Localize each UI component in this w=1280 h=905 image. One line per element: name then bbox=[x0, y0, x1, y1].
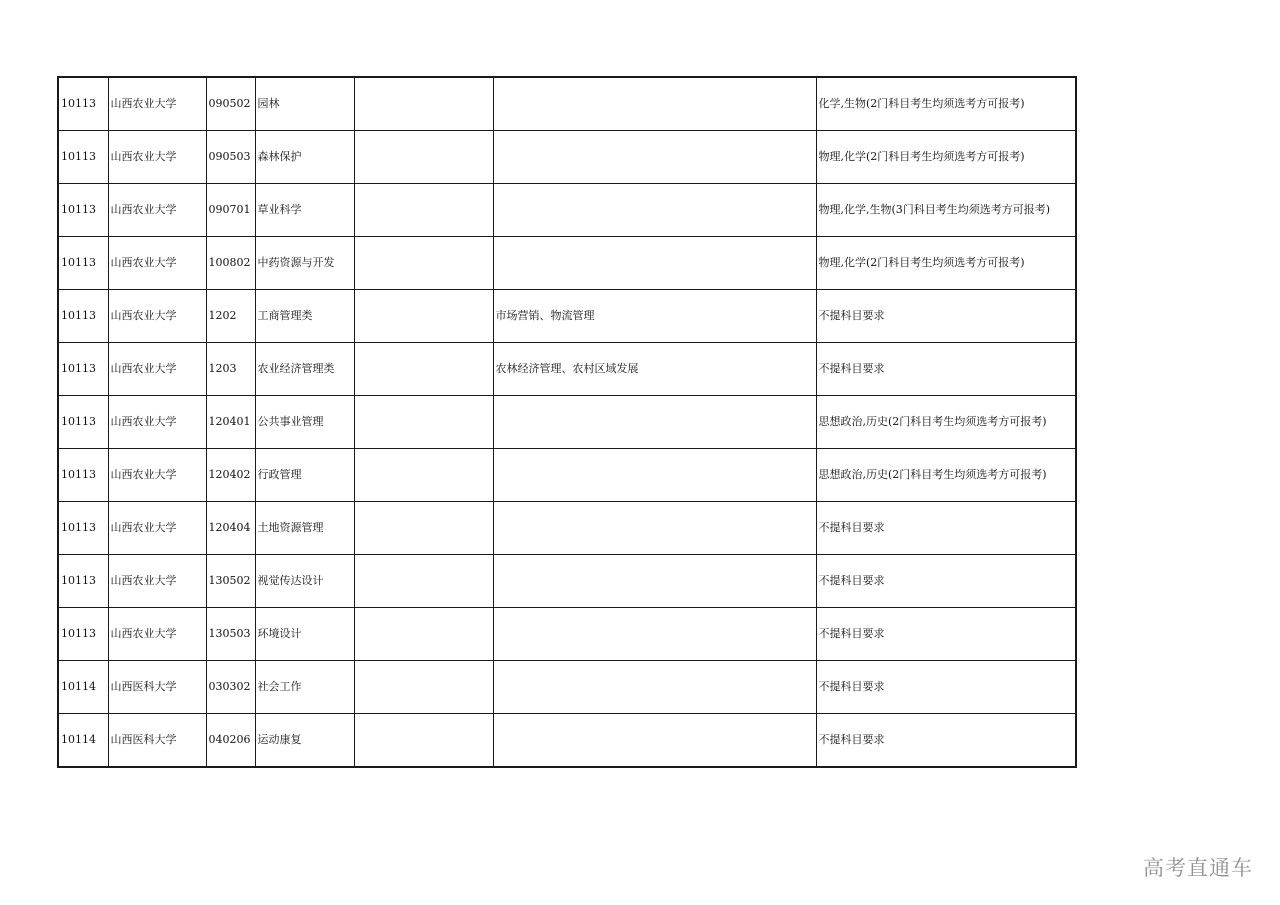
school-code-cell: 10113 bbox=[58, 343, 108, 396]
major-name-cell: 工商管理类 bbox=[255, 290, 354, 343]
school-name-cell: 山西农业大学 bbox=[108, 502, 206, 555]
watermark-text: 高考直通车 bbox=[1143, 856, 1253, 880]
school-code-cell: 10113 bbox=[58, 449, 108, 502]
subject-requirement-cell: 不提科目要求 bbox=[816, 502, 1076, 555]
school-code-cell: 10114 bbox=[58, 714, 108, 768]
major-code-cell: 120402 bbox=[206, 449, 255, 502]
major-code-cell: 090503 bbox=[206, 131, 255, 184]
table-row bbox=[58, 237, 1076, 290]
included-majors-cell: 市场营销、物流管理 bbox=[493, 290, 816, 343]
extra-cell bbox=[354, 237, 493, 290]
major-code-cell: 130503 bbox=[206, 608, 255, 661]
extra-cell bbox=[354, 184, 493, 237]
school-code-cell: 10113 bbox=[58, 237, 108, 290]
subject-requirement-cell: 不提科目要求 bbox=[816, 343, 1076, 396]
table-row bbox=[58, 77, 1076, 131]
major-name-cell: 环境设计 bbox=[255, 608, 354, 661]
major-name-cell: 农业经济管理类 bbox=[255, 343, 354, 396]
subject-requirement-cell: 物理,化学(2门科目考生均须选考方可报考) bbox=[816, 237, 1076, 290]
extra-cell bbox=[354, 343, 493, 396]
school-name-cell: 山西农业大学 bbox=[108, 77, 206, 131]
table-row bbox=[58, 131, 1076, 184]
extra-cell bbox=[354, 502, 493, 555]
school-name-cell: 山西医科大学 bbox=[108, 714, 206, 768]
table-row bbox=[58, 396, 1076, 449]
school-code-cell: 10113 bbox=[58, 502, 108, 555]
major-code-cell: 120404 bbox=[206, 502, 255, 555]
major-code-cell: 120401 bbox=[206, 396, 255, 449]
major-code-cell: 1203 bbox=[206, 343, 255, 396]
school-name-cell: 山西农业大学 bbox=[108, 131, 206, 184]
included-majors-cell bbox=[493, 502, 816, 555]
extra-cell bbox=[354, 131, 493, 184]
school-code-cell: 10113 bbox=[58, 396, 108, 449]
school-code-cell: 10114 bbox=[58, 661, 108, 714]
table-row bbox=[58, 661, 1076, 714]
major-name-cell: 中药资源与开发 bbox=[255, 237, 354, 290]
extra-cell bbox=[354, 608, 493, 661]
subject-requirement-cell: 不提科目要求 bbox=[816, 608, 1076, 661]
table-row bbox=[58, 290, 1076, 343]
included-majors-cell bbox=[493, 661, 816, 714]
included-majors-cell bbox=[493, 184, 816, 237]
subject-requirements-sheet bbox=[57, 76, 1075, 768]
subject-requirement-cell: 化学,生物(2门科目考生均须选考方可报考) bbox=[816, 77, 1076, 131]
major-name-cell: 公共事业管理 bbox=[255, 396, 354, 449]
included-majors-cell: 农林经济管理、农村区域发展 bbox=[493, 343, 816, 396]
major-name-cell: 土地资源管理 bbox=[255, 502, 354, 555]
included-majors-cell bbox=[493, 555, 816, 608]
subject-requirement-cell: 思想政治,历史(2门科目考生均须选考方可报考) bbox=[816, 449, 1076, 502]
table-row bbox=[58, 184, 1076, 237]
extra-cell bbox=[354, 555, 493, 608]
included-majors-cell bbox=[493, 131, 816, 184]
major-name-cell: 社会工作 bbox=[255, 661, 354, 714]
major-code-cell: 1202 bbox=[206, 290, 255, 343]
school-name-cell: 山西农业大学 bbox=[108, 449, 206, 502]
extra-cell bbox=[354, 77, 493, 131]
school-code-cell: 10113 bbox=[58, 131, 108, 184]
extra-cell bbox=[354, 714, 493, 768]
table-body bbox=[58, 77, 1076, 767]
school-name-cell: 山西医科大学 bbox=[108, 661, 206, 714]
major-code-cell: 090701 bbox=[206, 184, 255, 237]
school-name-cell: 山西农业大学 bbox=[108, 396, 206, 449]
major-code-cell: 090502 bbox=[206, 77, 255, 131]
included-majors-cell bbox=[493, 77, 816, 131]
extra-cell bbox=[354, 396, 493, 449]
subject-requirement-cell: 思想政治,历史(2门科目考生均须选考方可报考) bbox=[816, 396, 1076, 449]
major-name-cell: 视觉传达设计 bbox=[255, 555, 354, 608]
table-row bbox=[58, 449, 1076, 502]
school-code-cell: 10113 bbox=[58, 77, 108, 131]
table-row bbox=[58, 502, 1076, 555]
table-row bbox=[58, 555, 1076, 608]
subject-requirement-cell: 不提科目要求 bbox=[816, 714, 1076, 768]
subject-requirement-cell: 不提科目要求 bbox=[816, 555, 1076, 608]
extra-cell bbox=[354, 661, 493, 714]
school-code-cell: 10113 bbox=[58, 608, 108, 661]
school-name-cell: 山西农业大学 bbox=[108, 608, 206, 661]
major-name-cell: 森林保护 bbox=[255, 131, 354, 184]
school-name-cell: 山西农业大学 bbox=[108, 184, 206, 237]
major-code-cell: 100802 bbox=[206, 237, 255, 290]
school-name-cell: 山西农业大学 bbox=[108, 237, 206, 290]
major-name-cell: 草业科学 bbox=[255, 184, 354, 237]
subject-requirement-cell: 物理,化学(2门科目考生均须选考方可报考) bbox=[816, 131, 1076, 184]
school-code-cell: 10113 bbox=[58, 290, 108, 343]
school-name-cell: 山西农业大学 bbox=[108, 343, 206, 396]
school-code-cell: 10113 bbox=[58, 555, 108, 608]
school-name-cell: 山西农业大学 bbox=[108, 290, 206, 343]
major-code-cell: 040206 bbox=[206, 714, 255, 768]
subject-requirement-cell: 不提科目要求 bbox=[816, 290, 1076, 343]
major-code-cell: 130502 bbox=[206, 555, 255, 608]
included-majors-cell bbox=[493, 396, 816, 449]
included-majors-cell bbox=[493, 237, 816, 290]
subject-requirement-cell: 不提科目要求 bbox=[816, 661, 1076, 714]
major-name-cell: 行政管理 bbox=[255, 449, 354, 502]
school-name-cell: 山西农业大学 bbox=[108, 555, 206, 608]
major-name-cell: 园林 bbox=[255, 77, 354, 131]
school-code-cell: 10113 bbox=[58, 184, 108, 237]
table-row bbox=[58, 608, 1076, 661]
table-row bbox=[58, 714, 1076, 768]
included-majors-cell bbox=[493, 608, 816, 661]
subject-requirements-table bbox=[57, 76, 1077, 768]
included-majors-cell bbox=[493, 714, 816, 768]
extra-cell bbox=[354, 290, 493, 343]
table-row bbox=[58, 343, 1076, 396]
subject-requirement-cell: 物理,化学,生物(3门科目考生均须选考方可报考) bbox=[816, 184, 1076, 237]
extra-cell bbox=[354, 449, 493, 502]
major-name-cell: 运动康复 bbox=[255, 714, 354, 768]
included-majors-cell bbox=[493, 449, 816, 502]
major-code-cell: 030302 bbox=[206, 661, 255, 714]
